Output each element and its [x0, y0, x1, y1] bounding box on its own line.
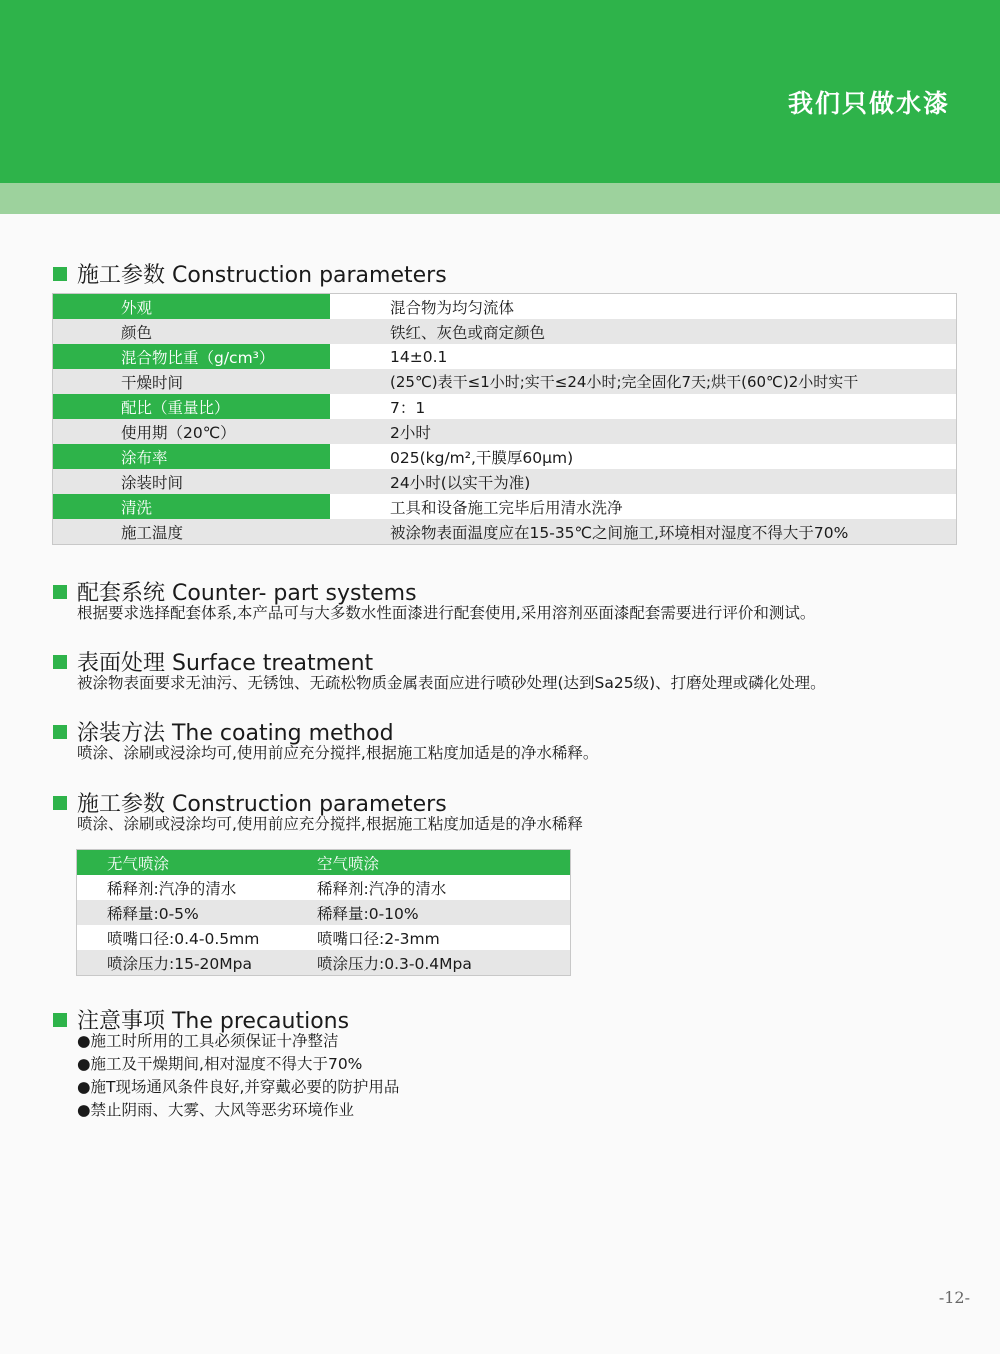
table-row: 喷嘴口径:0.4-0.5mm 喷嘴口径:2-3mm: [107, 929, 440, 948]
bullet-square-icon: [53, 725, 67, 739]
spray-table: [76, 849, 571, 976]
construction-table: [52, 293, 957, 545]
table-row: 清洗 工具和设备施工完毕后用清水洗净: [53, 494, 956, 519]
list-item: ●施T现场通风条件良好,并穿戴必要的防护用品: [77, 1078, 400, 1096]
bullet-square-icon: [53, 796, 67, 810]
construction2-text: 喷涂、涂刷或浸涂均可,使用前应充分搅拌,根据施工粘度加适是的净水稀释: [77, 815, 583, 833]
coating-text: 喷涂、涂刷或浸涂均可,使用前应充分搅拌,根据施工粘度加适是的净水稀释。: [77, 744, 599, 762]
table-row: 使用期（20℃） 2小时: [53, 419, 956, 444]
table-row: 稀释剂:汽净的清水 稀释剂:汽净的清水: [107, 879, 447, 898]
counterpart-text: 根据要求选择配套体系,本产品可与大多数水性面漆进行配套使用,采用溶剂巫面漆配套需要进行评价和测试。: [77, 604, 816, 622]
header-banner: [0, 0, 1000, 183]
bullet-square-icon: [53, 655, 67, 669]
table-row: 涂布率 025(kg/m²,干膜厚60μm): [53, 444, 956, 469]
section-heading-construction-2: 施工参数 Construction parameters: [53, 787, 447, 818]
section-heading-construction: 施工参数 Construction parameters: [53, 258, 447, 289]
table-row: 稀释量:0-5% 稀释量:0-10%: [77, 900, 570, 925]
list-item: ●施工时所用的工具必须保证十净整洁: [77, 1032, 339, 1050]
table-row: 颜色 铁红、灰色或商定颜色: [53, 319, 956, 344]
table-row: 干燥时间 (25℃)表干≤1小时;实干≤24小时;完全固化7天;烘干(60℃)2小时实干: [53, 369, 956, 394]
table-row: 外观 混合物为均匀流体: [53, 294, 956, 319]
section-heading-precautions: 注意事项 The precautions: [53, 1004, 349, 1035]
table-row: 涂装时间 24小时(以实干为准): [53, 469, 956, 494]
header-band: [0, 183, 1000, 214]
surface-text: 被涂物表面要求无油污、无锈蚀、无疏松物质金属表面应进行喷砂处理(达到Sa25级)、打磨处理或磷化处理。: [77, 674, 826, 692]
section-heading-coating: 涂装方法 The coating method: [53, 716, 394, 747]
section-heading-surface: 表面处理 Surface treatment: [53, 646, 373, 677]
bullet-square-icon: [53, 267, 67, 281]
slogan: 我们只做水漆: [787, 89, 950, 118]
list-item: ●禁止阴雨、大雾、大风等恶劣环境作业: [77, 1101, 355, 1119]
table-row: 喷涂压力:15-20Mpa 喷涂压力:0.3-0.4Mpa: [77, 950, 570, 975]
table-row: 配比（重量比） 7：1: [53, 394, 956, 419]
precautions-list: [77, 1030, 399, 1122]
table-row: 施工温度 被涂物表面温度应在15-35℃之间施工,环境相对湿度不得大于70%: [53, 519, 956, 544]
list-item: ●施工及干燥期间,相对湿度不得大于70%: [77, 1055, 363, 1073]
section-heading-counterpart: 配套系统 Counter- part systems: [53, 576, 417, 607]
bullet-square-icon: [53, 1013, 67, 1027]
table-row: 混合物比重（g/cm³） 14±0.1: [53, 344, 956, 369]
bullet-square-icon: [53, 585, 67, 599]
page-number: -12-: [938, 1288, 970, 1307]
table-header-row: 无气喷涂 空气喷涂: [77, 850, 570, 875]
